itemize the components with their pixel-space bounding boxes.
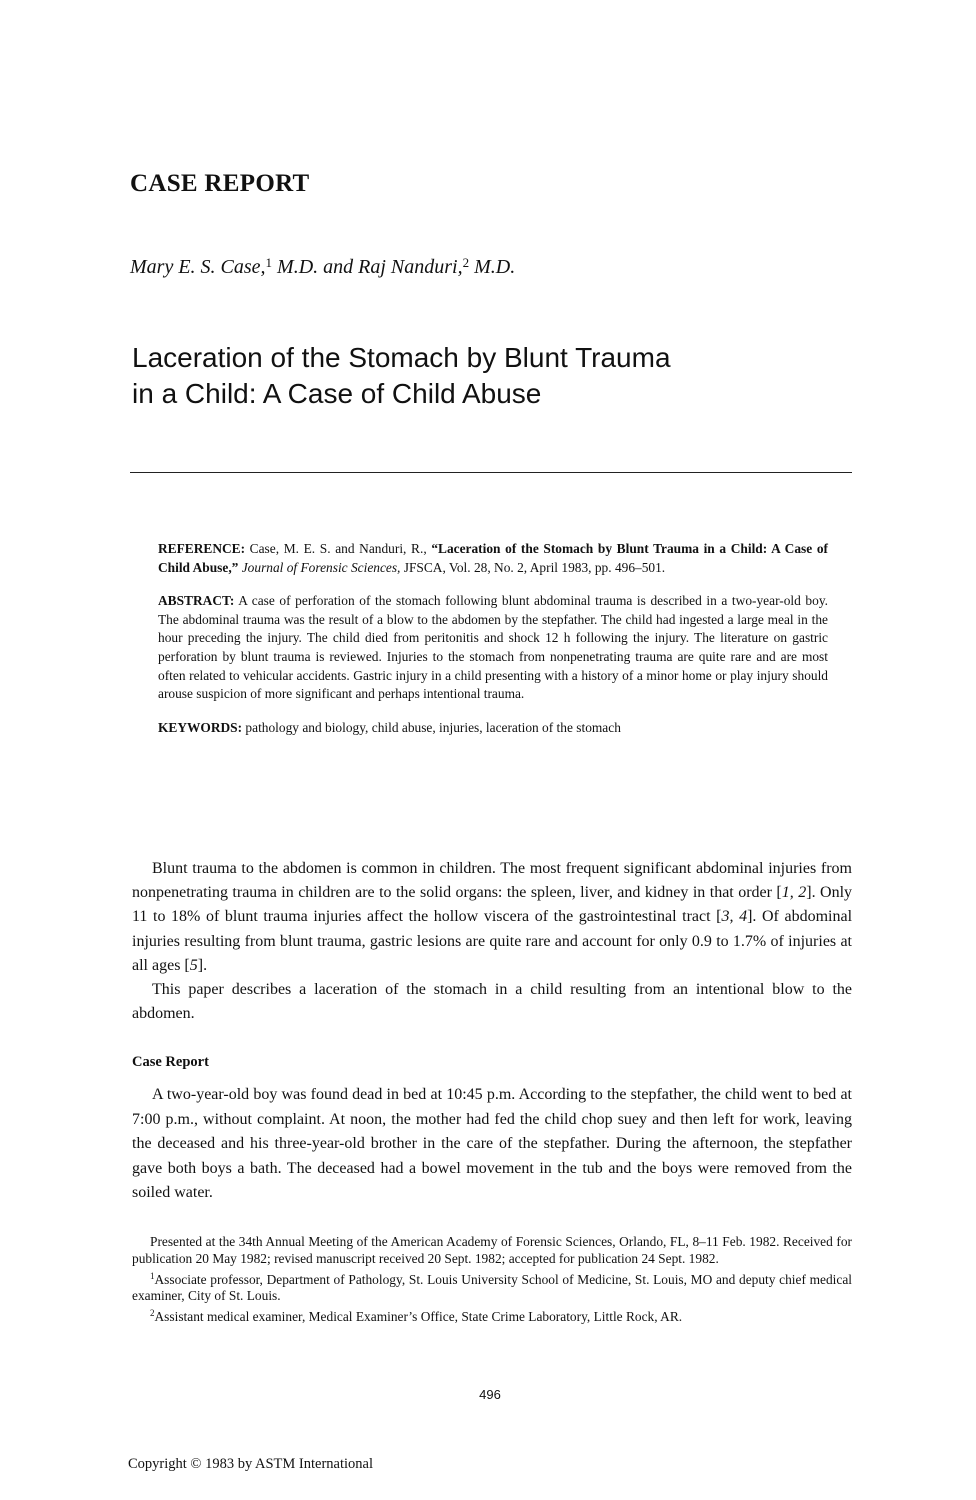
introduction — [132, 857, 852, 1026]
intro-text-c: ]. Of abdominal injuries resulting from blunt trauma, gastric lesions are quite rare and account for only 0.9 to 1.7% of injuries at all ages [ — [132, 908, 853, 974]
intro-paragraph-1 — [132, 857, 852, 978]
reference-details: JFSCA, Vol. 28, No. 2, April 1983, pp. 496–501. — [400, 559, 666, 575]
author1-degree-and-author2: M.D. and Raj Nanduri, — [272, 256, 463, 278]
author2-footnote-mark: 2 — [462, 255, 470, 270]
abstract-block — [158, 540, 828, 752]
footnote-presented: Presented at the 34th Annual Meeting of the American Academy of Forensic Sciences, Orlando, FL, 8–11 Feb. 1982. Received for publication 20 May 1982; revised manuscript received 20 Sept. 1982; accepted for publication 24 Sept. 1982. — [132, 1234, 852, 1266]
reference-authors: Case, M. E. S. and Nanduri, R., — [245, 541, 432, 556]
title-divider — [130, 472, 852, 473]
title-line-2: in a Child: A Case of Child Abuse — [132, 378, 542, 409]
author2-degree: M.D. — [469, 256, 516, 278]
citation-5: 5 — [189, 956, 198, 974]
reference-title: “Laceration of the Stomach by Blunt Trauma in a Child: A Case of Child Abuse,” — [158, 541, 828, 575]
intro-text-d: ]. — [197, 956, 208, 974]
title-line-1: Laceration of the Stomach by Blunt Trauma — [132, 342, 671, 373]
keywords-paragraph — [158, 719, 828, 738]
footnotes — [132, 1234, 852, 1326]
keywords-text: pathology and biology, child abuse, injuries, laceration of the stomach — [242, 719, 621, 735]
footnote-2-mark: 2 — [150, 1308, 155, 1319]
paper-title — [132, 340, 852, 412]
footnote-1-text: Associate professor, Department of Pathology, St. Louis University School of Medicine, St. Louis, MO and deputy chief medical examiner, City of St. Louis. — [132, 1271, 852, 1304]
case-report-body — [132, 1083, 852, 1206]
intro-text-a: Blunt trauma to the abdomen is common in children. The most frequent significant abdominal injuries from nonpenetrating trauma in children are to the solid organs: the spleen, liver, and kidney in that order [ — [132, 860, 852, 902]
authors — [130, 255, 515, 279]
reference-journal: Journal of Forensic Sciences, — [238, 559, 401, 575]
case-paragraph-1: A two-year-old boy was found dead in bed at 10:45 p.m. According to the stepfather, the child went to bed at 7:00 p.m., without complaint. At noon, the mother had fed the child chop suey and then left for work, leaving the deceased and his three-year-old brother in the care of the stepfather. During the afternoon, the stepfather gave both boys a bath. The deceased had a bowel movement in the tub and the boys were removed from the soiled water. — [132, 1086, 852, 1202]
page-number: 496 — [479, 1387, 501, 1402]
reference-paragraph — [158, 540, 828, 577]
intro-text-b: ]. Only 11 to 18% of blunt trauma injuries affect the hollow viscera of the gastrointestinal tract [ — [132, 884, 853, 926]
abstract-text: A case of perforation of the stomach following blunt abdominal trauma is described in a two-year-old boy. The abdominal trauma was the result of a blow to the abdomen by the stepfather. The child had ingested a large meal in the hour preceding the injury. The child died from peritonitis and shock 12 h following the injury. The literature on gastric perforation by blunt trauma is reviewed. Injuries to the stomach from nonpenetrating trauma are quite rare and are most often related to vehicular accidents. Gastric injury in a child presenting with a history of a minor home or play injury should arouse suspicion of more significant and perhaps intentional trauma. — [158, 593, 828, 702]
author1-footnote-mark: 1 — [265, 255, 273, 270]
keywords-label: KEYWORDS: — [158, 719, 243, 735]
author1-name: Mary E. S. Case, — [130, 256, 266, 278]
reference-label: REFERENCE: — [158, 541, 246, 556]
abstract-label: ABSTRACT: — [158, 593, 235, 609]
case-report-heading: Case Report — [132, 1054, 209, 1070]
footnote-2 — [132, 1305, 852, 1326]
footnote-2-text: Assistant medical examiner, Medical Examiner’s Office, State Crime Laboratory, Little Rock, AR. — [154, 1309, 683, 1325]
citation-3-4: 3, 4 — [721, 908, 748, 926]
intro-paragraph-2: This paper describes a laceration of the stomach in a child resulting from an intentional blow to the abdomen. — [132, 981, 852, 1023]
footnote-1-mark: 1 — [150, 1270, 155, 1281]
copyright-notice: Copyright © 1983 by ASTM International — [128, 1456, 374, 1472]
footnote-1 — [132, 1268, 852, 1306]
section-label: CASE REPORT — [130, 170, 310, 197]
abstract-paragraph — [158, 592, 828, 704]
citation-1-2: 1, 2 — [781, 884, 807, 902]
